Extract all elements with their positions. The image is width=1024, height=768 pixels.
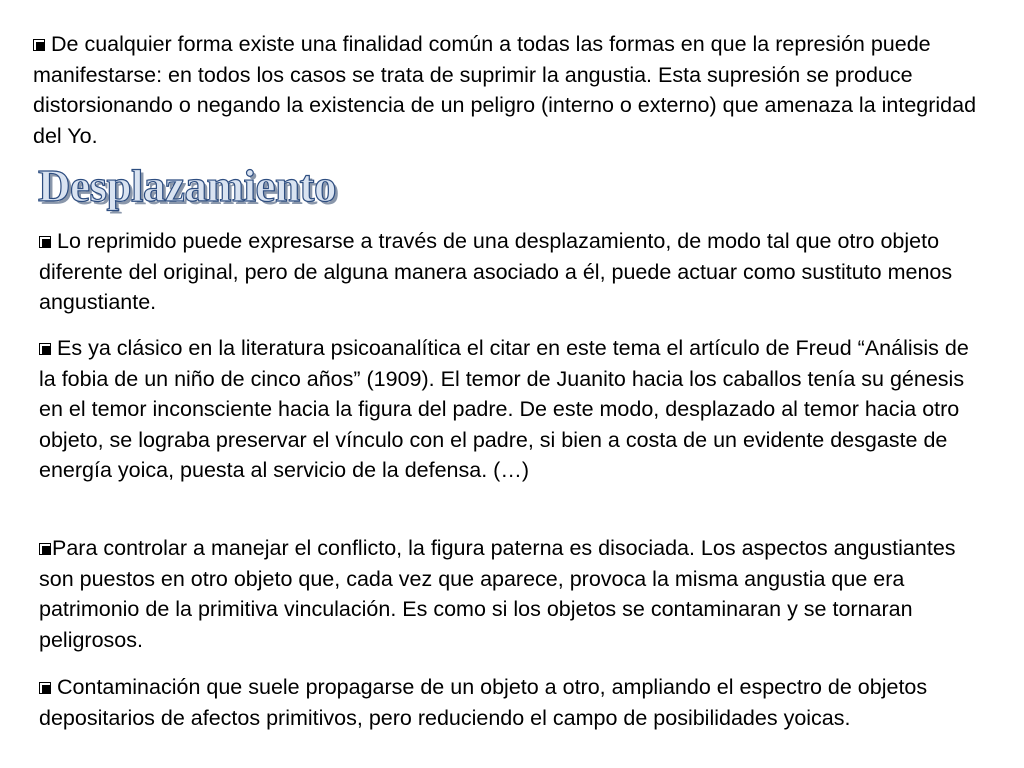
checkbox-bullet-icon bbox=[33, 39, 45, 51]
intro-paragraph bbox=[33, 29, 993, 151]
slide-heading: Desplazamiento bbox=[38, 161, 336, 211]
bullet-text-3: Para controlar a manejar el conflicto, la figura paterna es disociada. Los aspectos angustiantes son puestos en otro objeto que, cada vez que aparece, provoca la misma angustia que era patrimonio de la primitiva vinculación. Es como si los objetos se contaminaran y se tornaran peligrosos. bbox=[39, 536, 956, 652]
bullet-paragraph-3 bbox=[39, 533, 989, 655]
checkbox-bullet-icon bbox=[39, 543, 51, 555]
checkbox-bullet-icon bbox=[39, 343, 51, 355]
bullet-text-4: Contaminación que suele propagarse de un objeto a otro, ampliando el espectro de objetos depositarios de afectos primitivos, pero reduciendo el campo de posibilidades yoicas. bbox=[39, 675, 928, 730]
bullet-text-1: Lo reprimido puede expresarse a través de una desplazamiento, de modo tal que otro objeto diferente del original, pero de alguna manera asociado a él, puede actuar como sustituto menos angustiante. bbox=[39, 229, 953, 314]
intro-paragraph-text: De cualquier forma existe una finalidad común a todas las formas en que la represión puede manifestarse: en todos los casos se trata de suprimir la angustia. Esta supresión se produce distorsionando o negando la existencia de un peligro (interno o externo) que amenaza la integridad del Yo. bbox=[33, 32, 977, 148]
bullet-paragraph-2 bbox=[39, 333, 989, 486]
checkbox-bullet-icon bbox=[39, 236, 51, 248]
bullet-paragraph-1 bbox=[39, 226, 989, 318]
bullet-paragraph-4 bbox=[39, 672, 989, 733]
bullet-text-2: Es ya clásico en la literatura psicoanalítica el citar en este tema el artículo de Freud “Análisis de la fobia de un niño de cinco años” (1909). El temor de Juanito hacia los caballos tenía su génesis en el temor inconsciente hacia la figura del padre. De este modo, desplazado al temor hacia otro objeto, se lograba preservar el vínculo con el padre, si bien a costa de un evidente desgaste de energía yoica, puesta al servicio de la defensa. (…) bbox=[39, 336, 969, 482]
checkbox-bullet-icon bbox=[39, 682, 51, 694]
